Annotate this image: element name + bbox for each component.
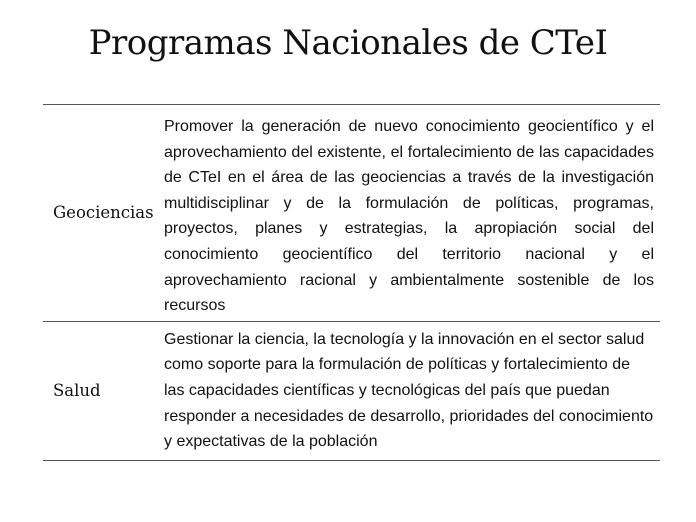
page-title: Programas Nacionales de CTeI bbox=[88, 23, 608, 63]
program-description: Promover la generación de nuevo conocimiento geocientífico y el aprovechamiento del existente, el fortalecimiento de las capacidades de CTeI en el área de las geociencias a través de la investigación multidisciplinar y de la formulación de políticas, programas, proyectos, planes y estrategias, la apropiación social del conocimiento geocientífico del territorio nacional y el aprovechamiento racional y ambientalmente sostenible de los recursos bbox=[164, 118, 654, 315]
table-row-geociencias bbox=[43, 105, 660, 322]
table-row-salud bbox=[43, 322, 660, 461]
programs-table bbox=[43, 104, 660, 461]
program-name: Geociencias bbox=[53, 203, 154, 223]
program-name: Salud bbox=[53, 381, 101, 401]
program-description: Gestionar la ciencia, la tecnología y la innovación en el sector salud como soporte para la formulación de políticas y fortalecimiento de las capacidades científicas y tecnológicas del país que puedan responder a necesidades de desarrollo, prioridades del conocimiento y expectativas de la población bbox=[164, 330, 654, 451]
